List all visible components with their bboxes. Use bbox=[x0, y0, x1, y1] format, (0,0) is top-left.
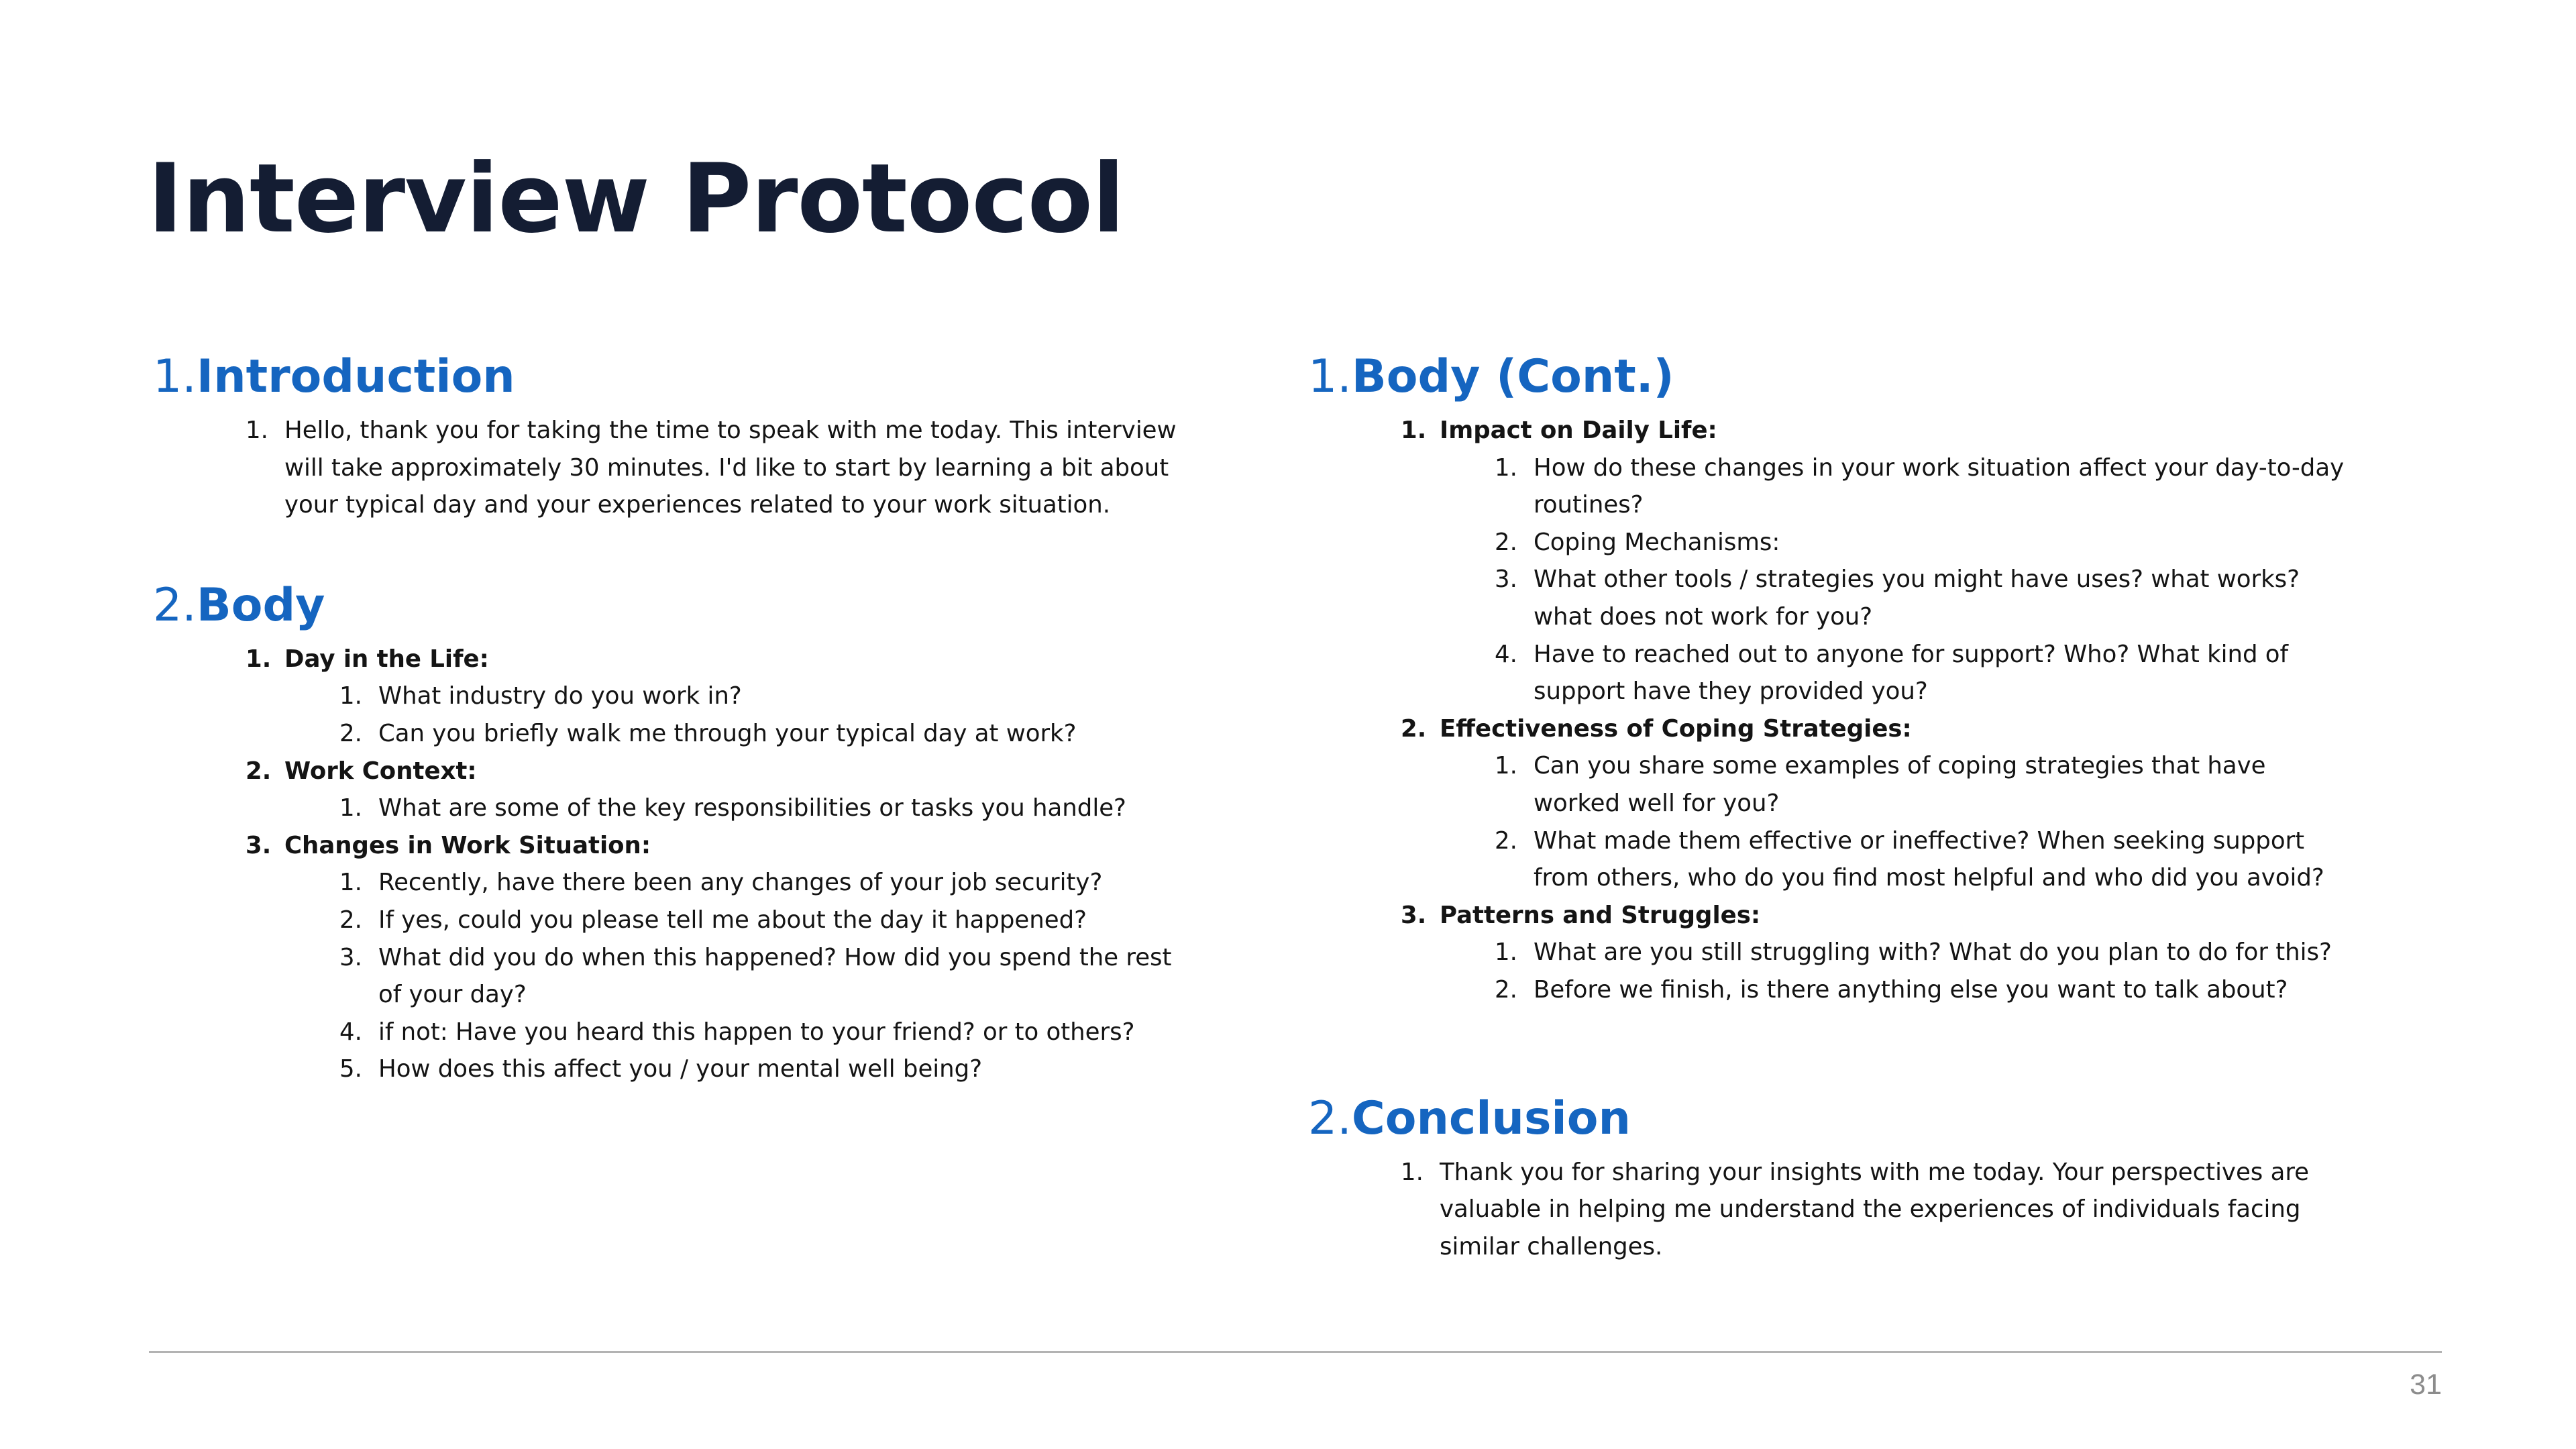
item-text: What did you do when this happened? How did you spend the rest of your day? bbox=[378, 943, 1172, 1009]
item-number: 1. bbox=[339, 682, 362, 710]
section-title: Introduction bbox=[196, 350, 515, 403]
sub-list-item bbox=[1308, 747, 2355, 822]
item-text: Coping Mechanisms: bbox=[1534, 528, 1780, 556]
sub-list-item bbox=[153, 678, 1199, 715]
item-heading: Impact on Daily Life: bbox=[1440, 417, 1717, 444]
section-heading bbox=[153, 571, 1199, 641]
item-number: 1. bbox=[1401, 1158, 1424, 1186]
list-item bbox=[1308, 710, 2355, 748]
sub-list-item bbox=[153, 939, 1199, 1014]
item-text: What are you still struggling with? What do you plan to do for this? bbox=[1534, 938, 2332, 967]
item-heading: Day in the Life: bbox=[284, 645, 489, 673]
section-body bbox=[153, 571, 1199, 1088]
item-number: 1. bbox=[1495, 453, 1517, 482]
item-text: What industry do you work in? bbox=[378, 682, 742, 710]
item-number: 1. bbox=[1401, 417, 1427, 444]
item-number: 2. bbox=[1495, 975, 1517, 1004]
item-text: What are some of the key responsibilities or tasks you handle? bbox=[378, 794, 1126, 822]
item-text: Thank you for sharing your insights with me today. Your perspectives are valuable in helping me understand the experiences of individuals facing similar challenges. bbox=[1440, 1158, 2309, 1260]
sub-list-item bbox=[1308, 524, 2355, 561]
section-number: 2. bbox=[1308, 1091, 1352, 1145]
item-number: 1. bbox=[339, 794, 362, 822]
item-number: 1. bbox=[246, 417, 268, 444]
item-text: Have to reached out to anyone for support? Who? What kind of support have they provided you? bbox=[1534, 640, 2289, 706]
item-heading: Changes in Work Situation: bbox=[284, 831, 651, 859]
item-number: 2. bbox=[339, 719, 362, 747]
list-item bbox=[1308, 897, 2355, 934]
item-number: 1. bbox=[1495, 938, 1517, 967]
list-item bbox=[153, 412, 1199, 524]
item-text: Can you share some examples of coping strategies that have worked well for you? bbox=[1534, 752, 2266, 817]
section-number: 1. bbox=[153, 350, 197, 403]
item-text: How does this affect you / your mental well being? bbox=[378, 1055, 983, 1083]
list-item bbox=[153, 827, 1199, 865]
introduction-list bbox=[153, 412, 1199, 524]
section-title: Body bbox=[196, 578, 325, 632]
item-number: 2. bbox=[1495, 528, 1517, 556]
item-number: 3. bbox=[1401, 901, 1427, 929]
item-text: What made them effective or ineffective? When seeking support from others, who do you find most helpful and who did you avoid? bbox=[1534, 826, 2324, 892]
page-number: 31 bbox=[2410, 1368, 2442, 1401]
item-number: 2. bbox=[246, 757, 272, 785]
section-body-cont bbox=[1308, 342, 2355, 1009]
right-column bbox=[1308, 342, 2355, 1265]
section-number: 1. bbox=[1308, 350, 1352, 403]
sub-list-item bbox=[153, 715, 1199, 753]
item-number: 4. bbox=[339, 1018, 362, 1046]
footer-divider bbox=[149, 1351, 2442, 1353]
conclusion-list bbox=[1308, 1154, 2355, 1266]
list-item bbox=[153, 753, 1199, 790]
item-text: Recently, have there been any changes of your job security? bbox=[378, 869, 1103, 897]
sub-list-item bbox=[1308, 636, 2355, 710]
body-cont-list bbox=[1308, 412, 2355, 1009]
section-introduction bbox=[153, 342, 1199, 524]
item-heading: Work Context: bbox=[284, 757, 477, 785]
section-heading bbox=[1308, 342, 2355, 412]
left-column bbox=[153, 342, 1199, 1088]
body-list bbox=[153, 641, 1199, 1088]
item-number: 1. bbox=[1495, 752, 1517, 780]
list-item bbox=[1308, 412, 2355, 449]
item-number: 3. bbox=[246, 831, 272, 859]
item-text: Before we finish, is there anything else you want to talk about? bbox=[1534, 975, 2288, 1004]
sub-list-item bbox=[1308, 822, 2355, 897]
sub-list-item bbox=[153, 1051, 1199, 1088]
section-heading bbox=[153, 342, 1199, 412]
item-text: What other tools / strategies you might have uses? what works? what does not work for you? bbox=[1534, 566, 2300, 631]
item-text: Can you briefly walk me through your typical day at work? bbox=[378, 719, 1077, 747]
section-heading bbox=[1308, 1084, 2355, 1154]
sub-list-item bbox=[153, 790, 1199, 827]
item-number: 2. bbox=[1401, 714, 1427, 743]
item-number: 2. bbox=[339, 906, 362, 934]
item-heading: Patterns and Struggles: bbox=[1440, 901, 1761, 929]
item-number: 1. bbox=[339, 869, 362, 897]
list-item bbox=[153, 641, 1199, 678]
sub-list-item bbox=[153, 864, 1199, 902]
item-number: 1. bbox=[246, 645, 272, 673]
item-text: If yes, could you please tell me about the day it happened? bbox=[378, 906, 1087, 934]
sub-list-item bbox=[1308, 561, 2355, 635]
sub-list-item bbox=[1308, 449, 2355, 524]
item-text: if not: Have you heard this happen to your friend? or to others? bbox=[378, 1018, 1135, 1046]
sub-list-item bbox=[1308, 934, 2355, 971]
item-text: Hello, thank you for taking the time to speak with me today. This interview will take approximately 30 minutes. I'd like to start by learning a bit about your typical day and your experiences related to your work situation. bbox=[284, 417, 1177, 519]
section-conclusion bbox=[1308, 1084, 2355, 1266]
item-number: 5. bbox=[339, 1055, 362, 1083]
sub-list-item bbox=[1308, 971, 2355, 1009]
list-item bbox=[1308, 1154, 2355, 1266]
item-text: How do these changes in your work situation affect your day-to-day routines? bbox=[1534, 453, 2345, 519]
item-number: 3. bbox=[1495, 566, 1517, 594]
page-title: Interview Protocol bbox=[148, 144, 1124, 254]
section-number: 2. bbox=[153, 578, 197, 632]
item-heading: Effectiveness of Coping Strategies: bbox=[1440, 714, 1912, 743]
section-title: Conclusion bbox=[1351, 1091, 1631, 1145]
item-number: 3. bbox=[339, 943, 362, 971]
item-number: 2. bbox=[1495, 826, 1517, 855]
sub-list-item bbox=[153, 902, 1199, 939]
section-title: Body (Cont.) bbox=[1351, 350, 1674, 403]
sub-list-item bbox=[153, 1014, 1199, 1051]
item-number: 4. bbox=[1495, 640, 1517, 668]
